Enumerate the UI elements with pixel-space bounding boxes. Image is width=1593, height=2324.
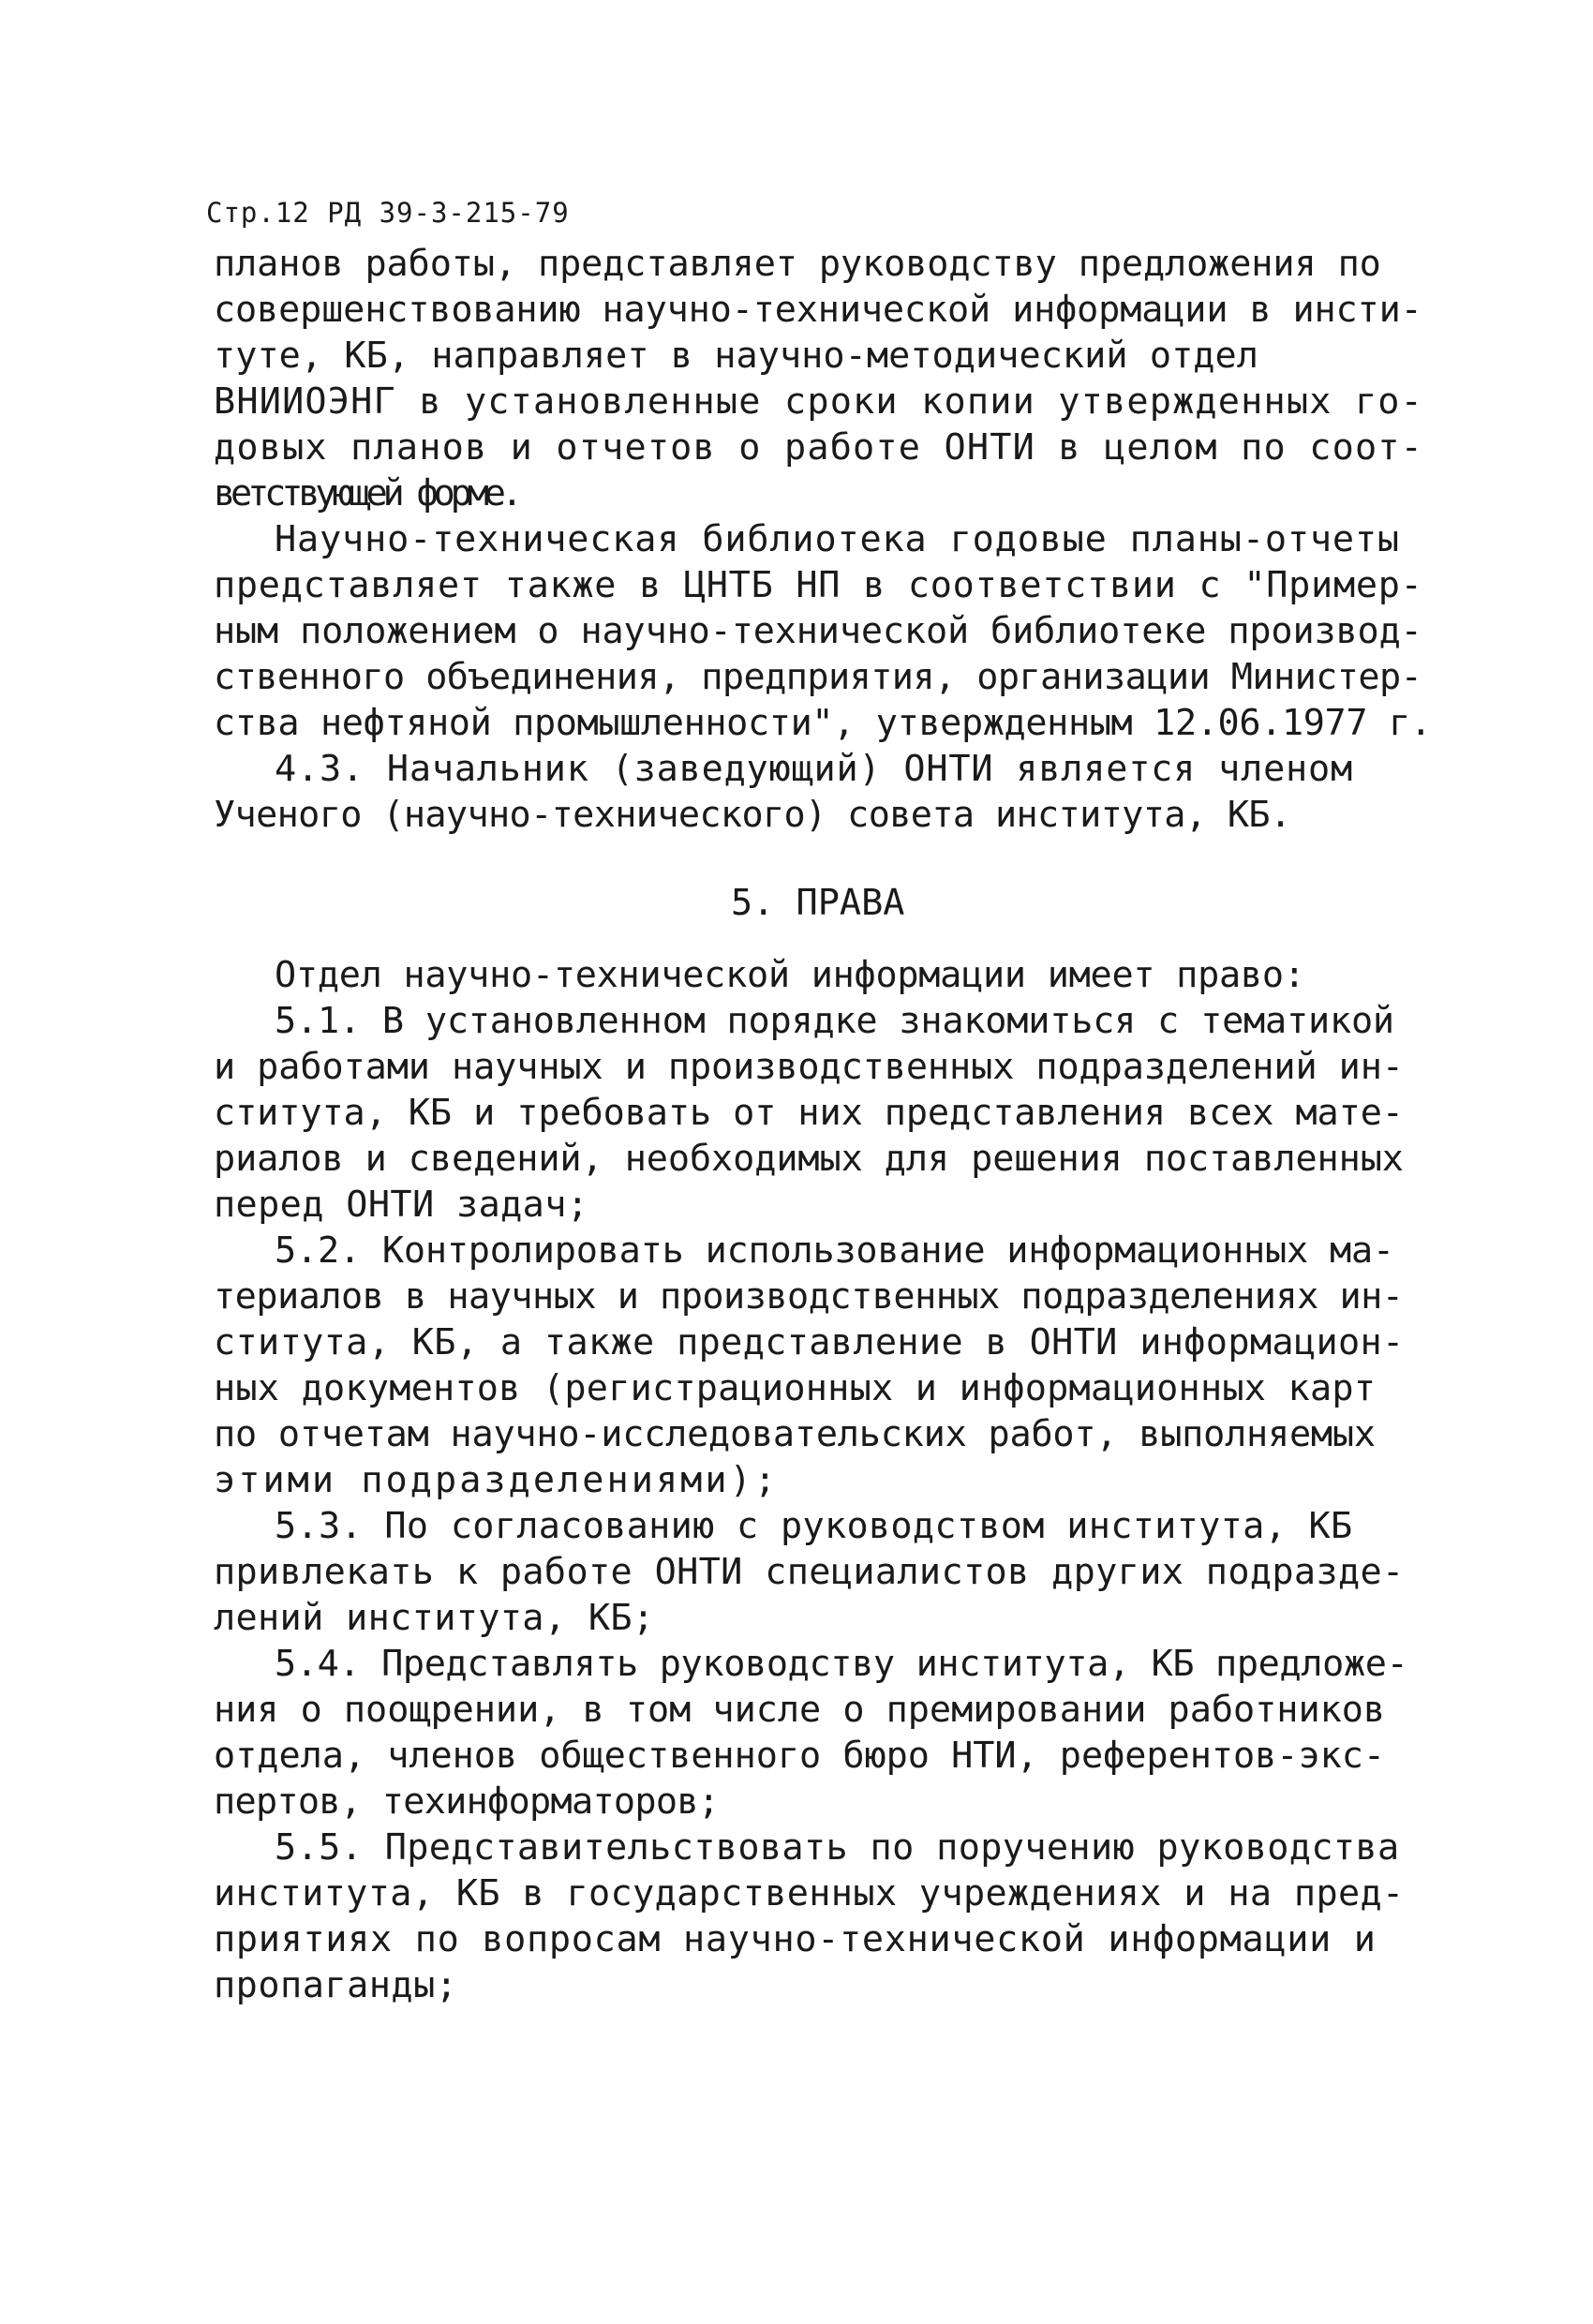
text-line: ветствующей форме. [214,472,518,514]
text-line: по отчетам научно-исследовательских работ, выполняемых [214,1413,1376,1455]
text-line: ных документов (регистрационных и информационных карт [214,1367,1377,1409]
text-line: пропаганды; [214,1964,458,2006]
text-line: приятиях по вопросам научно-технической информации и [214,1918,1377,1960]
text-line: 5.1. В установленном порядке знакомиться с тематикой [275,1000,1394,1042]
text-line: пертов, техинформаторов; [214,1780,720,1823]
text-line: лений института, КБ; [214,1597,655,1639]
text-line: ства нефтяной промышленности", утвержденным 12.06.1977 г. [214,702,1432,744]
text-line: Научно-техническая библиотека годовые планы-отчеты [275,518,1400,560]
text-line: Отдел научно-технической информации имеет право: [275,954,1305,996]
text-line: этими подразделениями); [214,1459,780,1501]
text-line: туте, КБ, направляет в научно-методический отдел [214,335,1258,377]
text-line: ния о поощрении, в том числе о премировании работников [214,1689,1386,1731]
text-line: ститута, КБ, а также представление в ОНТИ информацион- [214,1321,1405,1363]
section-5-title: 5. ПРАВА [731,882,905,924]
text-line: Ученого (научно-технического) совета института, КБ. [214,794,1291,836]
text-line: совершенствованию научно-технической информации в инсти- [214,289,1422,331]
text-line: планов работы, представляет руководству предложения по [214,243,1381,285]
text-line: 4.3. Начальник (заведующий) ОНТИ является членом [275,748,1353,790]
text-line: ВНИИОЭНГ в установленные сроки копии утвержденных го- [214,380,1424,423]
text-line: териалов в научных и производственных подразделениях ин- [214,1275,1404,1318]
text-line: привлекать к работе ОНТИ специалистов других подразде- [214,1551,1405,1593]
text-line: 5.2. Контролировать использование информационных ма- [275,1229,1394,1272]
text-line: ным положением о научно-технической библиотеке производ- [214,610,1422,652]
text-line: представляет также в ЦНТБ НП в соответствии с "Пример- [214,564,1423,606]
text-line: перед ОНТИ задач; [214,1184,589,1226]
text-line: ститута, КБ и требовать от них представления всех мате- [214,1092,1404,1134]
text-line: 5.5. Представительствовать по поручению руководства [275,1826,1400,1869]
text-line: довых планов и отчетов о работе ОНТИ в целом по соот- [214,426,1424,469]
text-line: и работами научных и производственных подразделений ин- [214,1046,1404,1088]
text-line: отдела, членов общественного бюро НТИ, референтов-экс- [214,1735,1386,1777]
text-line: института, КБ в государственных учреждениях и на пред- [214,1872,1405,1914]
text-line: риалов и сведений, необходимых для решения поставленных [214,1138,1404,1180]
text-line: ственного объединения, предприятия, организации Министер- [214,656,1422,698]
text-line: 5.4. Представлять руководству института, КБ предложе- [275,1643,1408,1685]
page-header: Стр.12 РД 39-3-215-79 [206,197,570,229]
text-line: 5.3. По согласованию с руководством института, КБ [275,1505,1353,1547]
